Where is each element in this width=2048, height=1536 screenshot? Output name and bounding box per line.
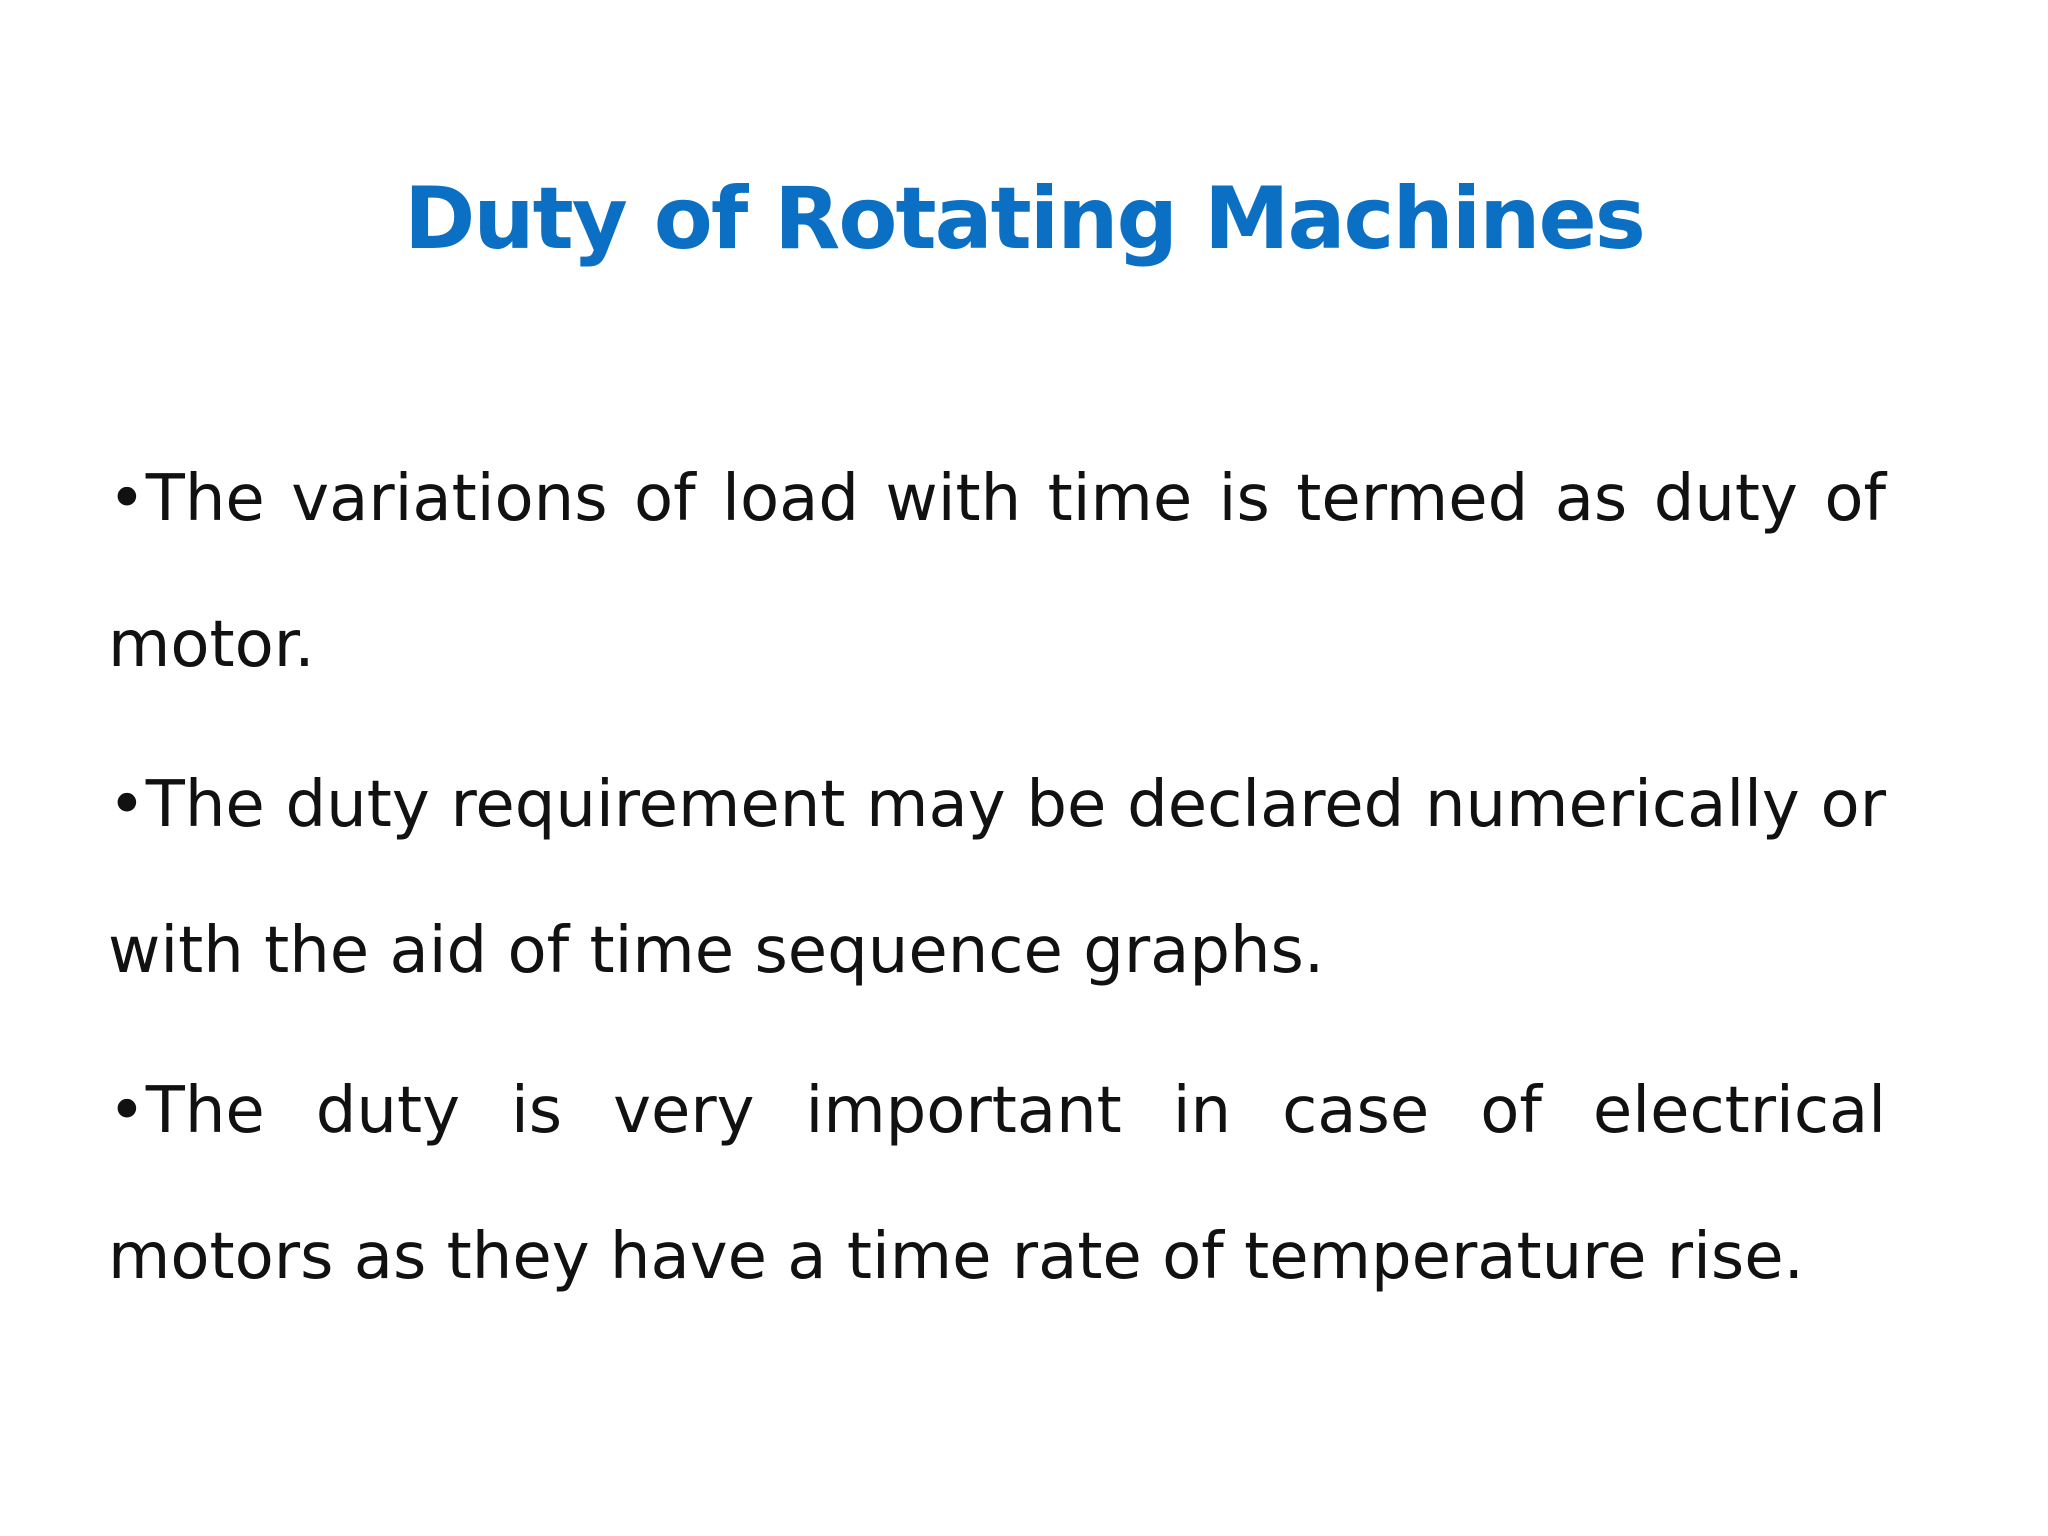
bullet-list	[108, 426, 1886, 1344]
bullet-marker: •	[108, 462, 146, 536]
bullet-item	[108, 426, 1886, 718]
bullet-text: The variations of load with time is termed as duty of motor.	[108, 462, 1886, 682]
bullet-text: The duty requirement may be declared numerically or with the aid of time sequence graphs.	[108, 768, 1886, 988]
bullet-marker: •	[108, 768, 146, 842]
bullet-text: The duty is very important in case of electrical motors as they have a time rate of temperature rise.	[108, 1074, 1886, 1294]
bullet-marker: •	[108, 1074, 146, 1148]
slide-title: Duty of Rotating Machines	[404, 169, 1644, 269]
bullet-item	[108, 732, 1886, 1024]
bullet-item	[108, 1038, 1886, 1330]
